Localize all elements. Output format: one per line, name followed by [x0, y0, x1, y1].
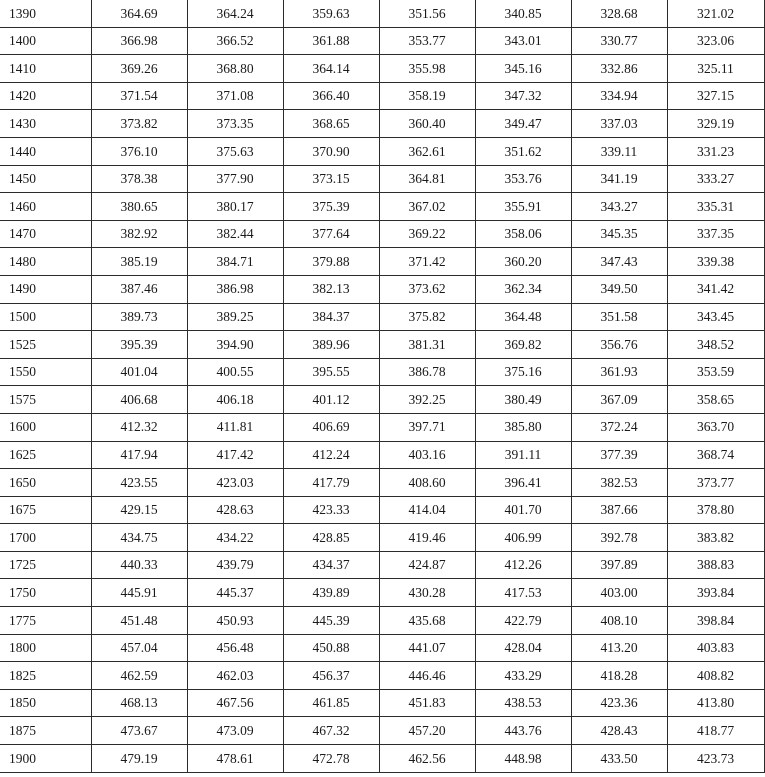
table-cell: 450.88 — [283, 634, 379, 662]
table-row — [0, 662, 764, 690]
table-cell: 359.63 — [283, 0, 379, 27]
table-cell: 433.50 — [571, 745, 667, 773]
table-row — [0, 496, 764, 524]
table-cell: 406.68 — [91, 386, 187, 414]
table-cell: 467.56 — [187, 689, 283, 717]
table-cell: 1700 — [0, 524, 91, 552]
table-cell: 368.65 — [283, 110, 379, 138]
table-cell: 1500 — [0, 303, 91, 331]
table-cell: 388.83 — [667, 551, 764, 579]
table-row — [0, 165, 764, 193]
table-cell: 419.46 — [379, 524, 475, 552]
table-row — [0, 579, 764, 607]
table-cell: 423.73 — [667, 745, 764, 773]
table-cell: 391.11 — [475, 441, 571, 469]
table-cell: 372.24 — [571, 413, 667, 441]
table-row — [0, 248, 764, 276]
table-row — [0, 55, 764, 83]
table-cell: 364.14 — [283, 55, 379, 83]
table-cell: 328.68 — [571, 0, 667, 27]
table-cell: 337.35 — [667, 220, 764, 248]
table-cell: 1750 — [0, 579, 91, 607]
table-cell: 349.47 — [475, 110, 571, 138]
table-cell: 387.46 — [91, 275, 187, 303]
table-cell: 445.91 — [91, 579, 187, 607]
table-cell: 358.06 — [475, 220, 571, 248]
table-cell: 331.23 — [667, 137, 764, 165]
table-cell: 1470 — [0, 220, 91, 248]
table-cell: 376.10 — [91, 137, 187, 165]
table-cell: 363.70 — [667, 413, 764, 441]
table-cell: 353.76 — [475, 165, 571, 193]
table-cell: 375.39 — [283, 193, 379, 221]
table-row — [0, 82, 764, 110]
table-cell: 428.63 — [187, 496, 283, 524]
table-cell: 1625 — [0, 441, 91, 469]
table-cell: 379.88 — [283, 248, 379, 276]
table-cell: 369.26 — [91, 55, 187, 83]
table-cell: 364.69 — [91, 0, 187, 27]
table-cell: 360.40 — [379, 110, 475, 138]
table-cell: 413.80 — [667, 689, 764, 717]
table-cell: 353.59 — [667, 358, 764, 386]
table-cell: 401.70 — [475, 496, 571, 524]
table-row — [0, 220, 764, 248]
table-cell: 393.84 — [667, 579, 764, 607]
table-cell: 351.62 — [475, 137, 571, 165]
table-cell: 1450 — [0, 165, 91, 193]
table-row — [0, 689, 764, 717]
table-cell: 406.18 — [187, 386, 283, 414]
table-cell: 337.03 — [571, 110, 667, 138]
table-row — [0, 551, 764, 579]
table-row — [0, 413, 764, 441]
table-cell: 380.49 — [475, 386, 571, 414]
table-row — [0, 634, 764, 662]
table-cell: 1410 — [0, 55, 91, 83]
table-cell: 443.76 — [475, 717, 571, 745]
table-cell: 382.13 — [283, 275, 379, 303]
table-cell: 417.94 — [91, 441, 187, 469]
table-cell: 383.82 — [667, 524, 764, 552]
table-cell: 341.42 — [667, 275, 764, 303]
table-cell: 334.94 — [571, 82, 667, 110]
table-cell: 394.90 — [187, 331, 283, 359]
table-cell: 389.73 — [91, 303, 187, 331]
table-cell: 440.33 — [91, 551, 187, 579]
table-cell: 330.77 — [571, 27, 667, 55]
table-row — [0, 331, 764, 359]
table-row — [0, 303, 764, 331]
table-cell: 325.11 — [667, 55, 764, 83]
table-cell: 424.87 — [379, 551, 475, 579]
table-cell: 403.00 — [571, 579, 667, 607]
table-cell: 368.80 — [187, 55, 283, 83]
table-row — [0, 275, 764, 303]
table-row — [0, 0, 764, 27]
table-cell: 378.80 — [667, 496, 764, 524]
table-cell: 1650 — [0, 469, 91, 497]
table-cell: 392.78 — [571, 524, 667, 552]
table-cell: 1460 — [0, 193, 91, 221]
table-row — [0, 607, 764, 635]
table-cell: 1525 — [0, 331, 91, 359]
table-cell: 361.93 — [571, 358, 667, 386]
table-cell: 341.19 — [571, 165, 667, 193]
table-cell: 375.82 — [379, 303, 475, 331]
table-cell: 456.48 — [187, 634, 283, 662]
table-cell: 327.15 — [667, 82, 764, 110]
table-cell: 430.28 — [379, 579, 475, 607]
table-cell: 367.09 — [571, 386, 667, 414]
table-cell: 366.52 — [187, 27, 283, 55]
table-row — [0, 524, 764, 552]
table-row — [0, 27, 764, 55]
table-cell: 1575 — [0, 386, 91, 414]
table-cell: 408.60 — [379, 469, 475, 497]
table-cell: 418.77 — [667, 717, 764, 745]
table-cell: 1390 — [0, 0, 91, 27]
table-cell: 377.90 — [187, 165, 283, 193]
table-cell: 1850 — [0, 689, 91, 717]
table-cell: 435.68 — [379, 607, 475, 635]
table-row — [0, 137, 764, 165]
table-cell: 349.50 — [571, 275, 667, 303]
table-cell: 403.83 — [667, 634, 764, 662]
table-cell: 375.16 — [475, 358, 571, 386]
table-cell: 335.31 — [667, 193, 764, 221]
table-cell: 364.24 — [187, 0, 283, 27]
table-cell: 473.09 — [187, 717, 283, 745]
table-cell: 406.99 — [475, 524, 571, 552]
table-cell: 369.22 — [379, 220, 475, 248]
table-cell: 451.48 — [91, 607, 187, 635]
table-row — [0, 745, 764, 773]
table-cell: 461.85 — [283, 689, 379, 717]
table-cell: 381.31 — [379, 331, 475, 359]
table-cell: 457.04 — [91, 634, 187, 662]
table-cell: 343.45 — [667, 303, 764, 331]
table-cell: 367.02 — [379, 193, 475, 221]
table-cell: 340.85 — [475, 0, 571, 27]
table-cell: 1800 — [0, 634, 91, 662]
table-cell: 462.03 — [187, 662, 283, 690]
table-cell: 1600 — [0, 413, 91, 441]
table-cell: 347.43 — [571, 248, 667, 276]
table-cell: 377.64 — [283, 220, 379, 248]
table-cell: 418.28 — [571, 662, 667, 690]
table-cell: 434.22 — [187, 524, 283, 552]
table-cell: 347.32 — [475, 82, 571, 110]
table-cell: 375.63 — [187, 137, 283, 165]
table-cell: 343.27 — [571, 193, 667, 221]
table-cell: 369.82 — [475, 331, 571, 359]
table-row — [0, 469, 764, 497]
table-cell: 434.37 — [283, 551, 379, 579]
table-cell: 355.91 — [475, 193, 571, 221]
table-cell: 401.12 — [283, 386, 379, 414]
table-cell: 329.19 — [667, 110, 764, 138]
table-cell: 445.39 — [283, 607, 379, 635]
table-cell: 438.53 — [475, 689, 571, 717]
table-cell: 384.37 — [283, 303, 379, 331]
table-cell: 386.98 — [187, 275, 283, 303]
table-cell: 429.15 — [91, 496, 187, 524]
table-cell: 368.74 — [667, 441, 764, 469]
table-cell: 380.17 — [187, 193, 283, 221]
table-cell: 448.98 — [475, 745, 571, 773]
table-cell: 364.81 — [379, 165, 475, 193]
table-cell: 433.29 — [475, 662, 571, 690]
table-cell: 1725 — [0, 551, 91, 579]
table-cell: 408.82 — [667, 662, 764, 690]
table-cell: 371.54 — [91, 82, 187, 110]
table-cell: 382.53 — [571, 469, 667, 497]
table-cell: 373.35 — [187, 110, 283, 138]
table-row — [0, 717, 764, 745]
table-cell: 1430 — [0, 110, 91, 138]
table-cell: 321.02 — [667, 0, 764, 27]
table-cell: 373.77 — [667, 469, 764, 497]
table-cell: 417.79 — [283, 469, 379, 497]
table-cell: 332.86 — [571, 55, 667, 83]
table-cell: 467.32 — [283, 717, 379, 745]
table-cell: 353.77 — [379, 27, 475, 55]
table-cell: 428.04 — [475, 634, 571, 662]
table-cell: 423.03 — [187, 469, 283, 497]
table-cell: 371.08 — [187, 82, 283, 110]
table-cell: 439.79 — [187, 551, 283, 579]
table-cell: 345.16 — [475, 55, 571, 83]
table-cell: 406.69 — [283, 413, 379, 441]
table-cell: 351.58 — [571, 303, 667, 331]
table-cell: 478.61 — [187, 745, 283, 773]
table-cell: 1775 — [0, 607, 91, 635]
table-cell: 423.55 — [91, 469, 187, 497]
table-cell: 364.48 — [475, 303, 571, 331]
table-cell: 400.55 — [187, 358, 283, 386]
table-cell: 451.83 — [379, 689, 475, 717]
table-cell: 366.40 — [283, 82, 379, 110]
table-cell: 377.39 — [571, 441, 667, 469]
table-cell: 472.78 — [283, 745, 379, 773]
table-cell: 366.98 — [91, 27, 187, 55]
table-cell: 457.20 — [379, 717, 475, 745]
table-cell: 378.38 — [91, 165, 187, 193]
table-cell: 362.34 — [475, 275, 571, 303]
table-cell: 411.81 — [187, 413, 283, 441]
table-cell: 412.24 — [283, 441, 379, 469]
table-cell: 1550 — [0, 358, 91, 386]
table-cell: 462.59 — [91, 662, 187, 690]
table-cell: 371.42 — [379, 248, 475, 276]
table-cell: 380.65 — [91, 193, 187, 221]
table-cell: 423.36 — [571, 689, 667, 717]
table-cell: 345.35 — [571, 220, 667, 248]
table-cell: 385.19 — [91, 248, 187, 276]
table-cell: 373.82 — [91, 110, 187, 138]
table-cell: 392.25 — [379, 386, 475, 414]
table-cell: 373.62 — [379, 275, 475, 303]
table-cell: 408.10 — [571, 607, 667, 635]
table-cell: 333.27 — [667, 165, 764, 193]
table-cell: 1400 — [0, 27, 91, 55]
table-cell: 362.61 — [379, 137, 475, 165]
table-row — [0, 441, 764, 469]
table-cell: 355.98 — [379, 55, 475, 83]
table-cell: 361.88 — [283, 27, 379, 55]
table-cell: 356.76 — [571, 331, 667, 359]
table-cell: 358.19 — [379, 82, 475, 110]
table-cell: 348.52 — [667, 331, 764, 359]
table-cell: 428.43 — [571, 717, 667, 745]
table-cell: 339.11 — [571, 137, 667, 165]
table-cell: 445.37 — [187, 579, 283, 607]
table-cell: 397.71 — [379, 413, 475, 441]
table-cell: 384.71 — [187, 248, 283, 276]
table-cell: 385.80 — [475, 413, 571, 441]
table-cell: 351.56 — [379, 0, 475, 27]
table-cell: 395.39 — [91, 331, 187, 359]
table-cell: 450.93 — [187, 607, 283, 635]
table-cell: 397.89 — [571, 551, 667, 579]
table-cell: 360.20 — [475, 248, 571, 276]
table-cell: 396.41 — [475, 469, 571, 497]
table-cell: 422.79 — [475, 607, 571, 635]
table-row — [0, 193, 764, 221]
table-cell: 386.78 — [379, 358, 475, 386]
table-cell: 1875 — [0, 717, 91, 745]
table-cell: 417.53 — [475, 579, 571, 607]
table-cell: 323.06 — [667, 27, 764, 55]
table-cell: 339.38 — [667, 248, 764, 276]
table-cell: 1490 — [0, 275, 91, 303]
table-cell: 414.04 — [379, 496, 475, 524]
table-cell: 382.44 — [187, 220, 283, 248]
table-cell: 412.32 — [91, 413, 187, 441]
table-cell: 1480 — [0, 248, 91, 276]
table-cell: 401.04 — [91, 358, 187, 386]
table-row — [0, 110, 764, 138]
table-cell: 382.92 — [91, 220, 187, 248]
table-cell: 358.65 — [667, 386, 764, 414]
table-cell: 412.26 — [475, 551, 571, 579]
table-cell: 441.07 — [379, 634, 475, 662]
table-cell: 1900 — [0, 745, 91, 773]
table-cell: 439.89 — [283, 579, 379, 607]
table-cell: 434.75 — [91, 524, 187, 552]
table-cell: 1825 — [0, 662, 91, 690]
table-cell: 398.84 — [667, 607, 764, 635]
table-cell: 395.55 — [283, 358, 379, 386]
table-cell: 343.01 — [475, 27, 571, 55]
table-cell: 446.46 — [379, 662, 475, 690]
table-row — [0, 358, 764, 386]
table-cell: 1420 — [0, 82, 91, 110]
table-cell: 1440 — [0, 137, 91, 165]
table-cell: 473.67 — [91, 717, 187, 745]
table-cell: 403.16 — [379, 441, 475, 469]
table-cell: 417.42 — [187, 441, 283, 469]
table-cell: 389.25 — [187, 303, 283, 331]
table-cell: 462.56 — [379, 745, 475, 773]
table-cell: 370.90 — [283, 137, 379, 165]
table-cell: 387.66 — [571, 496, 667, 524]
table-cell: 413.20 — [571, 634, 667, 662]
table-cell: 468.13 — [91, 689, 187, 717]
table-cell: 423.33 — [283, 496, 379, 524]
table-cell: 389.96 — [283, 331, 379, 359]
table-cell: 456.37 — [283, 662, 379, 690]
table-cell: 1675 — [0, 496, 91, 524]
table-cell: 428.85 — [283, 524, 379, 552]
table-cell: 479.19 — [91, 745, 187, 773]
table-row — [0, 386, 764, 414]
table-cell: 373.15 — [283, 165, 379, 193]
